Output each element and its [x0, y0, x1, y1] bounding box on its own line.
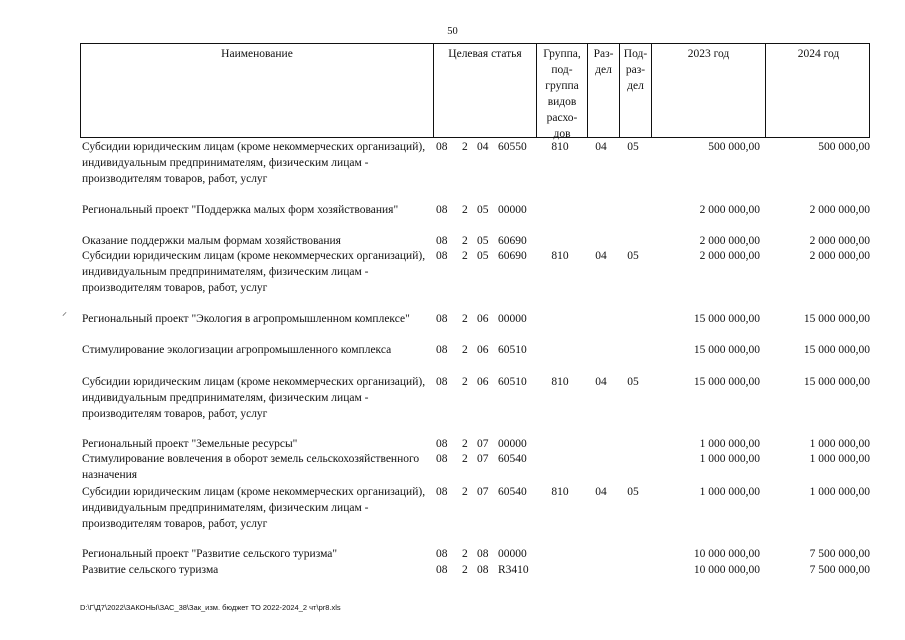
- row-2023: 1 000 000,00: [699, 453, 760, 465]
- row-2024: 500 000,00: [818, 141, 870, 153]
- row-2023: 2 000 000,00: [699, 250, 760, 262]
- page-number: 50: [447, 26, 458, 37]
- row-2024: 15 000 000,00: [803, 376, 870, 388]
- row-2024: 2 000 000,00: [809, 250, 870, 262]
- row-2023: 500 000,00: [708, 141, 760, 153]
- row-section: 04: [595, 376, 607, 388]
- row-code-3: 08: [477, 548, 489, 560]
- row-code-2: 2: [462, 250, 468, 262]
- row-code-2: 2: [462, 438, 468, 450]
- row-section: 04: [595, 250, 607, 262]
- row-code-4: 60510: [498, 376, 527, 388]
- row-code-2: 2: [462, 376, 468, 388]
- row-code-4: 00000: [498, 548, 527, 560]
- row-code-2: 2: [462, 235, 468, 247]
- row-name: Оказание поддержки малым формам хозяйствования: [82, 235, 341, 247]
- row-name: Субсидии юридическим лицам (кроме некоммерческих организаций), индивидуальным предпринимателям, физическим лицам - производителям товаров, работ, услуг: [82, 141, 426, 185]
- row-code-2: 2: [462, 204, 468, 216]
- header-2024: 2024 год: [765, 44, 871, 137]
- row-code-3: 08: [477, 564, 489, 576]
- row-code-1: 08: [436, 453, 448, 465]
- row-subsection: 05: [627, 141, 639, 153]
- header-section: Раз- дел: [587, 44, 619, 137]
- row-code-4: R3410: [498, 564, 529, 576]
- row-code-4: 60690: [498, 250, 527, 262]
- row-code-2: 2: [462, 313, 468, 325]
- footer-file-path: D:\Г\Д7\2022\ЗАКОНЫ\ЗАС_38\Зак_изм. бюджет ТО 2022-2024_2 чт\pr8.xls: [80, 603, 341, 612]
- row-2024: 2 000 000,00: [809, 204, 870, 216]
- row-code-4: 00000: [498, 204, 527, 216]
- row-2024: 2 000 000,00: [809, 235, 870, 247]
- row-2023: 2 000 000,00: [699, 235, 760, 247]
- row-code-2: 2: [462, 564, 468, 576]
- row-2023: 15 000 000,00: [693, 344, 760, 356]
- row-code-3: 07: [477, 486, 489, 498]
- row-name: Субсидии юридическим лицам (кроме некоммерческих организаций), индивидуальным предпринимателям, физическим лицам - производителям товаров, работ, услуг: [82, 486, 426, 530]
- row-2024: 15 000 000,00: [803, 313, 870, 325]
- row-code-4: 60540: [498, 453, 527, 465]
- row-2023: 15 000 000,00: [693, 376, 760, 388]
- row-group: 810: [551, 141, 569, 153]
- row-code-1: 08: [436, 250, 448, 262]
- row-name: Субсидии юридическим лицам (кроме некоммерческих организаций), индивидуальным предпринимателям, физическим лицам - производителям товаров, работ, услуг: [82, 376, 426, 420]
- header-name: Наименование: [221, 48, 293, 60]
- row-2023: 1 000 000,00: [699, 486, 760, 498]
- row-2024: 15 000 000,00: [803, 344, 870, 356]
- row-2024: 1 000 000,00: [809, 453, 870, 465]
- row-code-1: 08: [436, 344, 448, 356]
- row-code-4: 00000: [498, 313, 527, 325]
- row-group: 810: [551, 376, 569, 388]
- row-code-3: 06: [477, 344, 489, 356]
- row-code-1: 08: [436, 486, 448, 498]
- row-code-3: 06: [477, 376, 489, 388]
- row-code-2: 2: [462, 344, 468, 356]
- row-code-2: 2: [462, 486, 468, 498]
- row-code-1: 08: [436, 141, 448, 153]
- row-code-1: 08: [436, 564, 448, 576]
- row-code-3: 07: [477, 453, 489, 465]
- row-name: Региональный проект "Земельные ресурсы": [82, 438, 298, 450]
- row-code-1: 08: [436, 376, 448, 388]
- row-subsection: 05: [627, 486, 639, 498]
- row-name: Региональный проект "Развитие сельского туризма": [82, 548, 338, 560]
- row-2023: 15 000 000,00: [693, 313, 760, 325]
- row-name: Региональный проект "Экология в агропромышленном комплексе": [82, 313, 410, 325]
- row-group: 810: [551, 250, 569, 262]
- row-code-4: 60510: [498, 344, 527, 356]
- row-code-3: 05: [477, 204, 489, 216]
- row-name: Региональный проект "Поддержка малых форм хозяйствования": [82, 204, 399, 216]
- header-target: Целевая статья: [433, 44, 536, 137]
- row-code-3: 05: [477, 235, 489, 247]
- row-subsection: 05: [627, 376, 639, 388]
- row-code-4: 00000: [498, 438, 527, 450]
- row-section: 04: [595, 141, 607, 153]
- row-subsection: 05: [627, 250, 639, 262]
- row-2024: 7 500 000,00: [809, 564, 870, 576]
- row-code-2: 2: [462, 453, 468, 465]
- row-code-3: 06: [477, 313, 489, 325]
- row-code-4: 60690: [498, 235, 527, 247]
- row-name: Стимулирование экологизации агропромышленного комплекса: [82, 344, 392, 356]
- row-2024: 1 000 000,00: [809, 486, 870, 498]
- header-group: Группа, под- группа видов расхо- дов: [536, 44, 587, 137]
- row-code-1: 08: [436, 204, 448, 216]
- row-code-2: 2: [462, 548, 468, 560]
- row-code-4: 60540: [498, 486, 527, 498]
- margin-mark: ⸝: [62, 307, 67, 318]
- row-code-3: 05: [477, 250, 489, 262]
- row-code-1: 08: [436, 235, 448, 247]
- row-group: 810: [551, 486, 569, 498]
- header-2023: 2023 год: [651, 44, 765, 137]
- header-subsection: Под- раз- дел: [619, 44, 651, 137]
- row-2024: 7 500 000,00: [809, 548, 870, 560]
- row-code-3: 04: [477, 141, 489, 153]
- row-2023: 2 000 000,00: [699, 204, 760, 216]
- row-2024: 1 000 000,00: [809, 438, 870, 450]
- row-code-3: 07: [477, 438, 489, 450]
- row-2023: 1 000 000,00: [699, 438, 760, 450]
- row-code-1: 08: [436, 438, 448, 450]
- row-section: 04: [595, 486, 607, 498]
- row-code-1: 08: [436, 548, 448, 560]
- row-name: Субсидии юридическим лицам (кроме некоммерческих организаций), индивидуальным предпринимателям, физическим лицам - производителям товаров, работ, услуг: [82, 250, 426, 294]
- row-name: Стимулирование вовлечения в оборот земель сельскохозяйственного назначения: [82, 453, 420, 481]
- row-2023: 10 000 000,00: [693, 564, 760, 576]
- row-code-4: 60550: [498, 141, 527, 153]
- row-2023: 10 000 000,00: [693, 548, 760, 560]
- row-code-1: 08: [436, 313, 448, 325]
- table-header: [80, 43, 870, 138]
- row-code-2: 2: [462, 141, 468, 153]
- row-name: Развитие сельского туризма: [82, 564, 219, 576]
